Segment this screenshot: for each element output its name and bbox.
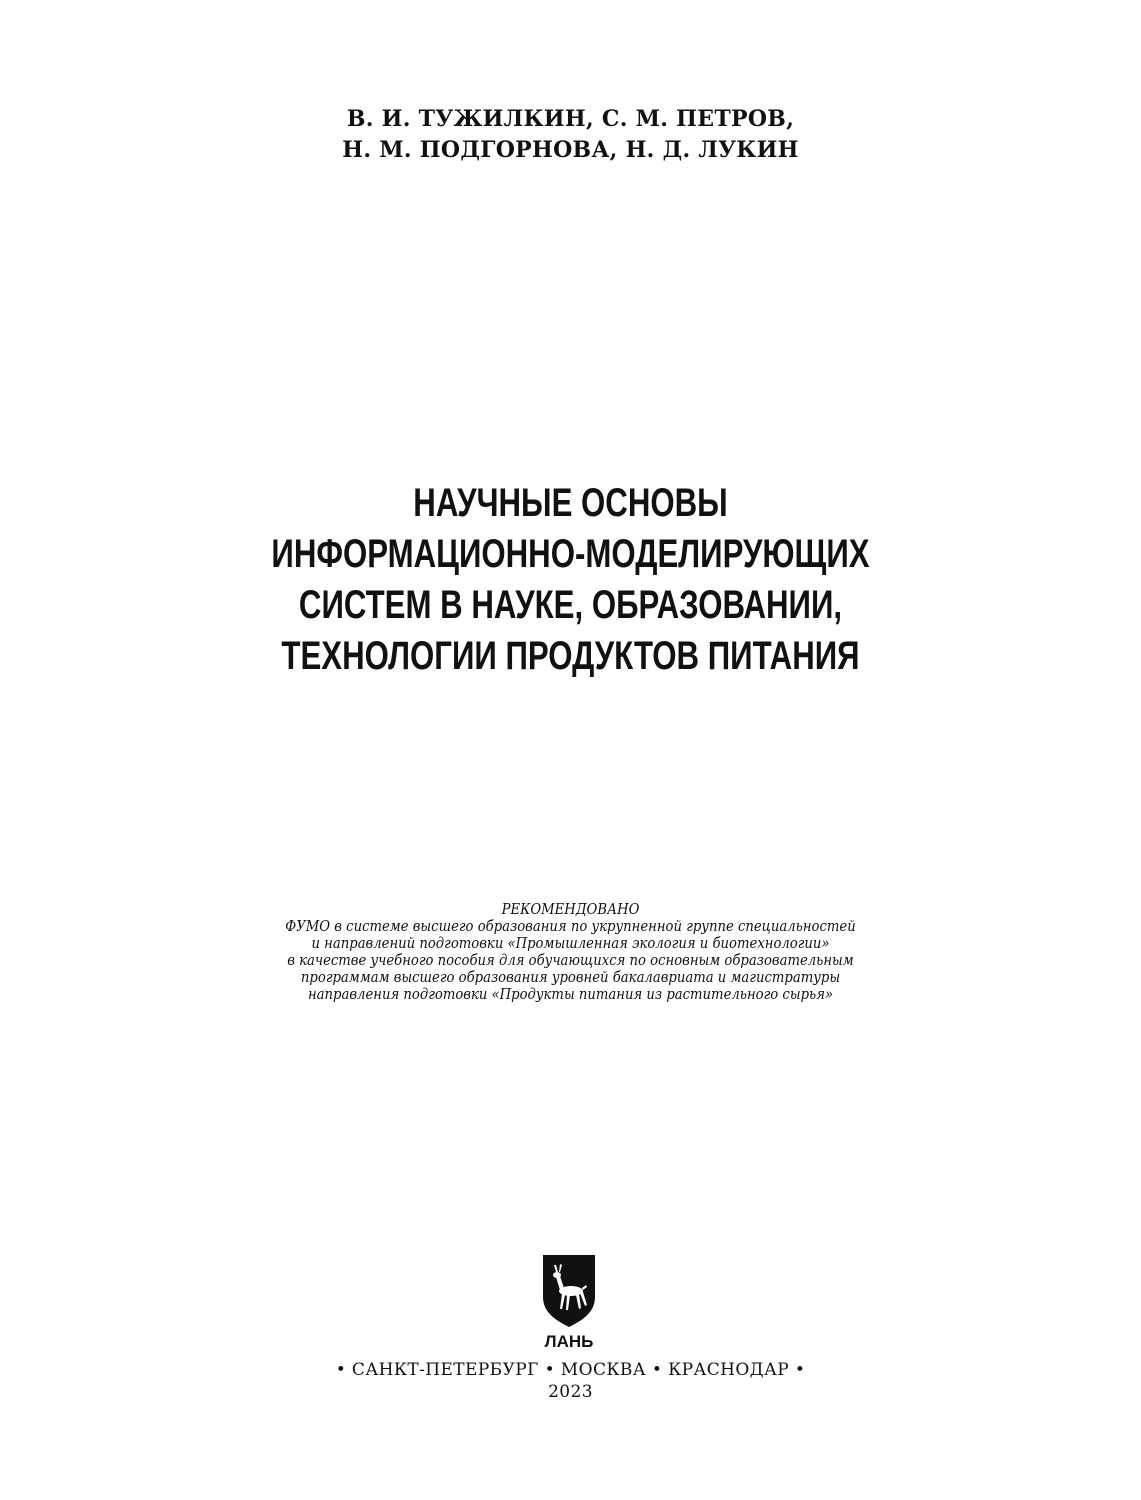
publisher-logo [541,1253,597,1353]
recommendation-line-2: и направлений подготовки «Промышленная экология и биотехнологии» [311,934,830,952]
recommendation-line-5: направления подготовки «Продукты питания из растительного сырья» [307,985,834,1003]
authors [0,104,1141,166]
recommendation-heading: РЕКОМЕНДОВАНО [501,900,640,918]
publisher-imprint [0,1359,1141,1403]
recommendation-line-3: в качестве учебного пособия для обучающихся по основным образовательным [287,951,854,969]
authors-line-2: Н. М. ПОДГОРНОВА, Н. Д. ЛУКИН [342,137,799,163]
recommendation-line-4: программам высшего образования уровней бакалавриата и магистратуры [300,968,841,986]
title-line-3: СИСТЕМ В НАУКЕ, ОБРАЗОВАНИИ, [298,583,843,627]
year: 2023 [548,1382,593,1402]
book-title [0,478,1141,682]
logo-text: ЛАНЬ [544,1332,594,1351]
recommendation-block [0,901,1141,1003]
recommendation-line-1: ФУМО в системе высшего образования по укрупненной группе специальностей [285,917,856,935]
title-line-4: ТЕХНОЛОГИИ ПРОДУКТОВ ПИТАНИЯ [281,634,860,678]
title-line-1: НАУЧНЫЕ ОСНОВЫ [413,481,728,525]
title-line-2: ИНФОРМАЦИОННО-МОДЕЛИРУЮЩИХ [271,532,870,576]
cities-line: • САНКТ-ПЕТЕРБУРГ • МОСКВА • КРАСНОДАР • [335,1360,806,1380]
deer-shield-icon [541,1253,597,1353]
authors-line-1: В. И. ТУЖИЛКИН, С. М. ПЕТРОВ, [346,106,795,132]
